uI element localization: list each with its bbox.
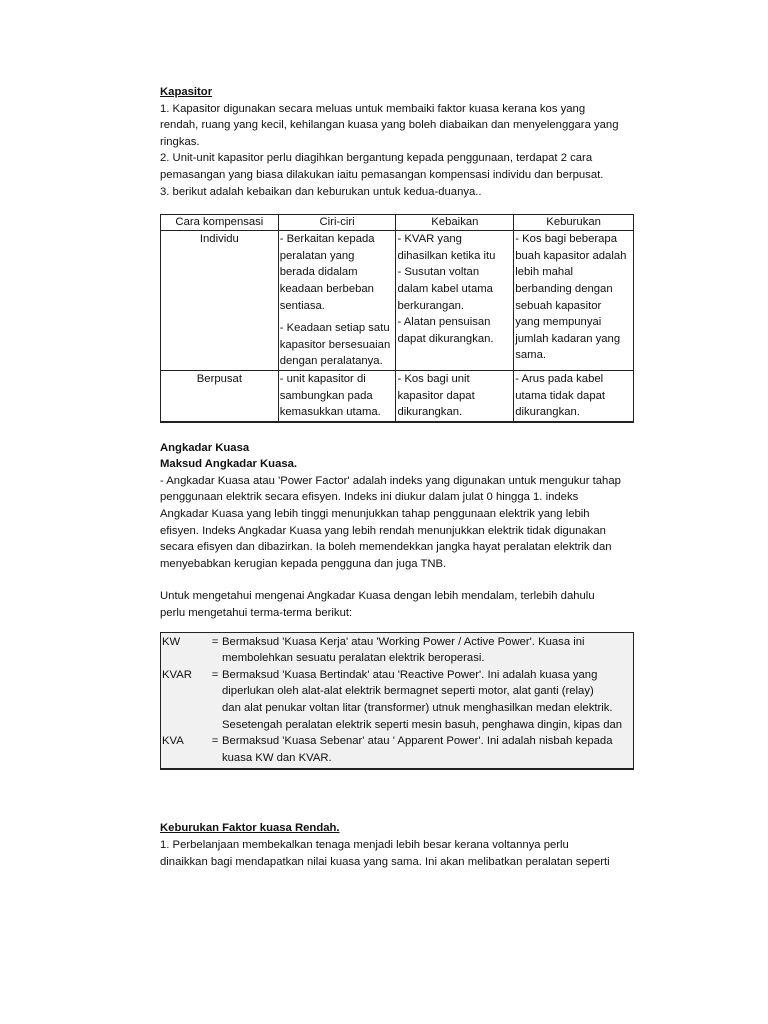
keburukan-line: 1. Perbelanjaan membekalkan tenaga menjadi lebih besar kerana voltannya perlu bbox=[160, 838, 569, 851]
cell-line: kapasitor bersesuaian bbox=[279, 338, 391, 351]
cell-line: berada didalam bbox=[279, 266, 358, 279]
angkadar-line: Angkadar Kuasa yang lebih tinggi menunjukkan tahap penggunaan elektrik yang lebih bbox=[160, 508, 590, 521]
definition-line: Bermaksud 'Kuasa Sebenar' atau ' Apparent Power'. Ini adalah nisbah kepada bbox=[222, 735, 613, 748]
kapasitor-line: 3. berikut adalah kebaikan dan keburukan untuk kedua-duanya.. bbox=[160, 185, 482, 198]
document-page bbox=[160, 84, 640, 870]
table-cell-keburukan bbox=[514, 370, 634, 421]
compensation-table bbox=[160, 214, 634, 423]
cell-line: keadaan berbeban bbox=[279, 282, 374, 295]
intro-line: Untuk mengetahui mengenai Angkadar Kuasa dengan lebih mendalam, terlebih dahulu bbox=[160, 590, 595, 603]
angkadar-line: efisyen. Indeks Angkadar Kuasa yang lebih rendah menunjukkan elektrik tidak digunakan bbox=[160, 524, 606, 537]
angkadar-line: penggunaan elektrik secara efisyen. Indeks ini diukur dalam julat 0 hingga 1. indeks bbox=[160, 491, 579, 504]
cell-line: - KVAR yang bbox=[397, 233, 462, 246]
table-header-row bbox=[161, 215, 634, 231]
cell-line: dihasilkan ketika itu bbox=[397, 249, 496, 262]
angkadar-line: menyebabkan kerugian kepada pengguna dan juga TNB. bbox=[160, 557, 447, 570]
term-definition bbox=[222, 634, 632, 667]
cell-line: peralatan yang bbox=[279, 249, 355, 262]
definition-line: Bermaksud 'Kuasa Bertindak' atau 'Reactive Power'. Ini adalah kuasa yang bbox=[222, 668, 598, 681]
term-key: KVAR bbox=[162, 668, 192, 681]
cell-line: sebuah kapasitor bbox=[515, 299, 602, 312]
term-row-kva bbox=[161, 733, 633, 766]
definition-line: Bermaksud 'Kuasa Kerja' atau 'Working Power / Active Power'. Kuasa ini bbox=[222, 635, 585, 648]
term-key: KW bbox=[162, 635, 181, 648]
cell-line: kapasitor dapat bbox=[397, 389, 475, 402]
term-equals: = bbox=[211, 668, 219, 681]
table-cell-kebaikan bbox=[396, 370, 514, 421]
cell-line: - Alatan pensuisan bbox=[397, 316, 491, 329]
table-cell-ciri bbox=[278, 231, 396, 371]
cell-line: - Keadaan setiap satu bbox=[279, 322, 390, 335]
cell-line: dikurangkan. bbox=[397, 406, 463, 419]
terms-box bbox=[160, 632, 634, 771]
kapasitor-line: 2. Unit-unit kapasitor perlu diagihkan bergantung kepada penggunaan, terdapat 2 cara bbox=[160, 152, 593, 165]
term-row-kvar bbox=[161, 667, 633, 733]
cell-line: kemasukkan utama. bbox=[279, 406, 381, 419]
intro-line: perlu mengetahui terma-terma berikut: bbox=[160, 607, 353, 620]
keburukan-heading: Keburukan Faktor kuasa Rendah. bbox=[160, 822, 340, 835]
cell-line: dengan peralatanya. bbox=[279, 355, 383, 368]
angkadar-line: - Angkadar Kuasa atau 'Power Factor' adalah indeks yang digunakan untuk mengukur tahap bbox=[160, 474, 621, 487]
table-cell-cara: Individu bbox=[161, 231, 279, 371]
cell-line: berkurangan. bbox=[397, 299, 465, 312]
cell-line: - Kos bagi beberapa bbox=[515, 233, 617, 246]
cell-line: - Berkaitan kepada bbox=[279, 233, 375, 246]
cell-line: - Arus pada kabel bbox=[515, 372, 604, 385]
term-equals: = bbox=[211, 735, 219, 748]
kapasitor-line: pemasangan yang biasa dilakukan iaitu pemasangan kompensasi individu dan berpusat. bbox=[160, 168, 604, 181]
table-header-cell: Kebaikan bbox=[396, 215, 514, 231]
cell-line: berbanding dengan bbox=[515, 282, 613, 295]
kapasitor-heading: Kapasitor bbox=[160, 86, 213, 98]
kapasitor-line: rendah, ruang yang kecil, kehilangan kuasa yang boleh diabaikan dan menyelenggara yang bbox=[160, 119, 619, 132]
definition-line: dan alat penukar voltan litar (transformer) utnuk menghasilkan medan elektrik. bbox=[222, 702, 613, 714]
table-header-cell: Keburukan bbox=[514, 215, 634, 231]
cell-line: buah kapasitor adalah bbox=[515, 249, 627, 262]
cell-line: - Kos bagi unit bbox=[397, 372, 470, 385]
definition-line: membolehkan sesuatu peralatan elektrik beroperasi. bbox=[222, 652, 485, 665]
table-cell-kebaikan bbox=[396, 231, 514, 371]
cell-line: - Susutan voltan bbox=[397, 266, 480, 279]
table-row bbox=[161, 231, 634, 371]
table-header-cell: Ciri-ciri bbox=[278, 215, 396, 231]
cell-line: lebih mahal bbox=[515, 266, 574, 279]
cell-line: dapat dikurangkan. bbox=[397, 332, 494, 345]
table-cell-cara: Berpusat bbox=[161, 370, 279, 421]
kapasitor-line: 1. Kapasitor digunakan secara meluas untuk membaiki faktor kuasa kerana kos yang bbox=[160, 102, 586, 115]
angkadar-line: secara efisyen dan dibazirkan. Ia boleh memendekkan jangka hayat peralatan elektrik dan bbox=[160, 541, 612, 554]
cell-line: jumlah kadaran yang bbox=[515, 332, 621, 345]
cell-line: yang mempunyai bbox=[515, 316, 602, 329]
term-key: KVA bbox=[162, 735, 184, 748]
keburukan-line: dinaikkan bagi mendapatkan nilai kuasa yang sama. Ini akan melibatkan peralatan seperti bbox=[160, 855, 610, 868]
angkadar-subheading: Maksud Angkadar Kuasa. bbox=[160, 458, 298, 471]
table-row bbox=[161, 370, 634, 421]
cell-line: dalam kabel utama bbox=[397, 282, 493, 295]
cell-line: sentiasa. bbox=[279, 299, 325, 312]
table-cell-keburukan bbox=[514, 231, 634, 371]
term-definition bbox=[222, 733, 632, 766]
kapasitor-line: ringkas. bbox=[160, 135, 200, 148]
angkadar-heading: Angkadar Kuasa bbox=[160, 441, 250, 454]
cell-line: sama. bbox=[515, 349, 546, 362]
definition-line: kuasa KW dan KVAR. bbox=[222, 751, 332, 764]
term-equals: = bbox=[211, 635, 219, 648]
term-definition bbox=[222, 667, 632, 733]
definition-line: diperlukan oleh alat-alat elektrik bermagnet seperti motor, alat ganti (relay) bbox=[222, 685, 594, 698]
definition-line: Sesetengah peralatan elektrik seperti mesin basuh, penghawa dingin, kipas dan bbox=[222, 718, 623, 731]
table-header-cell: Cara kompensasi bbox=[161, 215, 279, 231]
cell-line: sambungkan pada bbox=[279, 389, 373, 402]
table-cell-ciri bbox=[278, 370, 396, 421]
cell-line: - unit kapasitor di bbox=[279, 372, 366, 385]
cell-line: utama tidak dapat bbox=[515, 389, 606, 402]
term-row-kw bbox=[161, 634, 633, 667]
cell-line: dikurangkan. bbox=[515, 406, 580, 419]
